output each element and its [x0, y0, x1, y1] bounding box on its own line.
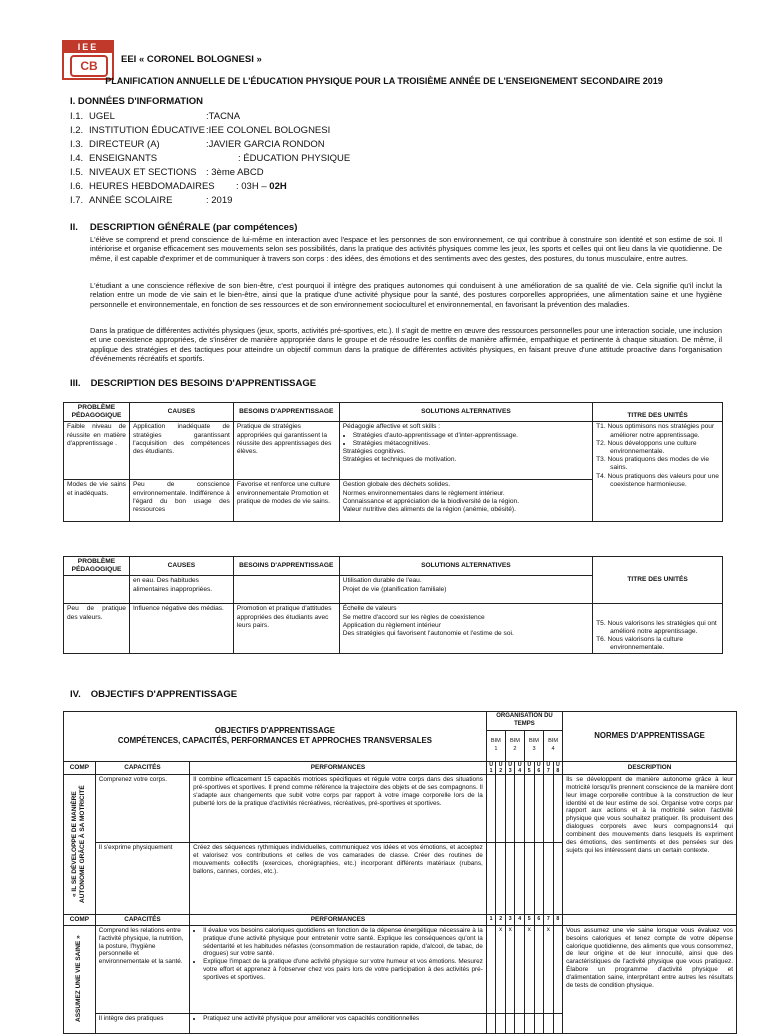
info-label: HEURES HEBDOMADAIRES	[89, 181, 215, 192]
section3-num: III.	[70, 378, 81, 389]
competence-2-cell	[64, 925, 96, 1033]
unit-title: T5. Nous valorisons les stratégies qui ont amélioré notre apprentissage.	[596, 619, 717, 635]
needs-cell: Pratique de stratégies appropriées qui garantissent la réussite des apprentissages des élèves.	[233, 422, 339, 480]
section3-heading	[70, 378, 316, 389]
unit-num: 7	[546, 767, 550, 774]
section4-heading	[70, 689, 237, 700]
unit-num: 2	[496, 914, 506, 925]
needs-header-row	[64, 403, 723, 422]
info-label: UGEL	[89, 111, 115, 122]
unit-cell	[515, 842, 525, 914]
info-num: I.5.	[70, 167, 84, 178]
description-paragraph-2: L'étudiant a une conscience réflexive de son bien-être, c'est pourquoi il intègre des pratiques autonomes qui conduisent à une amélioration de sa qualité de vie. Cela signifie qu'il inclut la relation entre un mode de vie sain et le bien-être, ainsi que la pratique d'une activité physique pour la santé, des postures corporelles appropriées, une alimentation saine et une hygiène personnelle et environnementale, en fonction de ses ressources et de son environnement socioculturel et environnemental, en favorisant la prévention des maladies.	[90, 281, 722, 309]
list-item: • Explique l'impact de la pratique d'une activité physique sur votre humeur et vos émotions. Mesurez votre effort et apprenez à l'observer chez vos pairs lors de votre participation à des activités pré-sportives et sportives.	[203, 958, 483, 982]
info-value: : 03H –	[236, 181, 270, 192]
competence-2-label: ASSUMEZ UNE VIE SAINE »	[75, 935, 83, 1023]
unit-cell	[486, 774, 496, 842]
unit-num: 6	[534, 914, 544, 925]
info-label: ANNÉE SCOLAIRE	[89, 195, 173, 206]
info-value: : ÉDUCATION PHYSIQUE	[238, 153, 351, 164]
document-title: PLANIFICATION ANNUELLE DE L'ÉDUCATION PHYSIQUE POUR LA TROISIÈME ANNÉE DE L'ENSEIGNEMENT SECONDAIRE 2019	[105, 76, 663, 86]
list-item: Utilisation durable de l'eau.	[342, 577, 422, 585]
unit-num: 2	[499, 767, 503, 774]
unit-cell	[553, 1013, 563, 1033]
list-item: Connaissance et appréciation de la biodiversité de la région.	[342, 497, 520, 505]
capacity-cell: Il s'exprime physiquement	[95, 842, 189, 914]
table-row	[64, 774, 737, 842]
unit-num: 3	[505, 914, 515, 925]
unit-title: T6. Nous valorisons la culture environnementale.	[596, 636, 683, 652]
unit-num: 4	[515, 914, 525, 925]
unit-col	[544, 761, 554, 774]
needs-table-1	[63, 402, 723, 522]
comp-header: COMP	[64, 914, 96, 925]
objectives-table	[63, 711, 737, 1034]
unit-col	[524, 761, 534, 774]
col-problem: PROBLÈME PÉDAGOGIQUE	[64, 557, 130, 576]
unit-title: T4. Nous pratiquons des valeurs pour une coexistence harmonieuse.	[596, 472, 719, 488]
competence-1-label: « IL SE DÉVELOPPE DE MANIÈRE AUTONOME GRÂCE À SA MOTRICITÉ	[71, 785, 87, 904]
unit-col	[534, 761, 544, 774]
unit-mark	[486, 925, 496, 1013]
info-label: ENSEIGNANTS	[89, 153, 158, 164]
perf-header: PERFORMANCES	[190, 761, 487, 774]
info-value: :JAVIER GARCIA RONDON	[206, 139, 325, 150]
info-label: INSTITUTION ÉDUCATIVE	[89, 125, 205, 136]
problem-cell	[64, 576, 130, 604]
list-item: Application du règlement intérieur	[342, 621, 441, 629]
solutions-cell	[339, 604, 592, 654]
needs-header-row	[64, 557, 723, 576]
perf-header: PERFORMANCES	[190, 914, 487, 925]
section2-num: II.	[70, 222, 78, 233]
unit-col	[553, 761, 563, 774]
unit-letter: U	[546, 761, 551, 768]
col-units: TITRE DES UNITÉS	[593, 557, 723, 604]
unit-cell	[496, 842, 506, 914]
needs-cell	[233, 576, 339, 604]
unit-cell	[486, 1013, 496, 1033]
solutions-cell	[339, 480, 592, 522]
solutions-intro: Pédagogie affective et soft skills :	[342, 423, 441, 431]
unit-cell	[524, 1013, 534, 1033]
info-label: NIVEAUX ET SECTIONS	[89, 167, 197, 178]
causes-cell: Peu de conscience environnementale. Indifférence à l'égard du bon usage des ressources	[129, 480, 233, 522]
unit-letter: U	[555, 761, 560, 768]
objectives-subtitle: COMPÉTENCES, CAPACITÉS, PERFORMANCES ET APPROCHES TRANSVERSALES	[117, 736, 432, 746]
unit-cell	[553, 774, 563, 842]
unit-col	[496, 761, 506, 774]
unit-cell	[505, 1013, 515, 1033]
unit-letter: U	[489, 761, 493, 768]
section3-title: DESCRIPTION DES BESOINS D'APPRENTISSAGE	[90, 378, 317, 389]
info-num: I.4.	[70, 153, 84, 164]
unit-mark	[553, 925, 563, 1013]
unit-cell	[524, 774, 534, 842]
unit-letter: U	[517, 761, 522, 768]
logo-top-text: IEE	[64, 42, 112, 53]
unit-num: 7	[544, 914, 554, 925]
col-causes: CAUSES	[129, 557, 233, 576]
objectives-title: OBJECTIFS D'APPRENTISSAGE	[214, 726, 335, 736]
info-value: : 2019	[206, 195, 233, 206]
col-needs: BESOINS D'APPRENTISSAGE	[233, 403, 339, 422]
list-item: Se mettre d'accord sur les règles de coexistence	[342, 613, 485, 621]
col-needs: BESOINS D'APPRENTISSAGE	[233, 557, 339, 576]
list-item: Stratégies et techniques de motivation.	[342, 456, 457, 464]
objectives-title-cell	[64, 712, 487, 762]
unit-letter: U	[508, 761, 513, 768]
performance-cell	[190, 925, 487, 1013]
unit-cell	[505, 842, 515, 914]
info-value: :TACNA	[206, 111, 241, 122]
unit-col	[505, 761, 515, 774]
info-value: :IEE COLONEL BOLOGNESI	[206, 125, 331, 136]
unit-num: 3	[508, 767, 512, 774]
list-item: • Pratiquez une activité physique pour améliorer vos capacités conditionnelles	[203, 1015, 483, 1023]
list-item: • Stratégies d'auto-apprentissage et d'inter-apprentissage.	[353, 432, 589, 440]
performance-bullets	[193, 927, 483, 982]
unit-title: T3. Nous pratiquons des modes de vie sains.	[596, 456, 710, 472]
unit-cell	[486, 842, 496, 914]
info-num: I.2.	[70, 125, 84, 136]
unit-num: 5	[527, 767, 531, 774]
list-item: Des stratégies qui favorisent l'autonomie et l'estime de soi.	[342, 630, 514, 638]
unit-mark: x	[505, 925, 515, 1013]
units-cell	[593, 422, 723, 522]
info-num: I.6.	[70, 181, 84, 192]
unit-cell	[524, 842, 534, 914]
col-causes: CAUSES	[129, 403, 233, 422]
needs-cell: Promotion et pratique d'attitudes appropriées des étudiants avec leurs pairs.	[233, 604, 339, 654]
info-label: DIRECTEUR (A)	[89, 139, 160, 150]
list-item: Gestion globale des déchets solides.	[342, 481, 451, 489]
unit-mark: x	[524, 925, 534, 1013]
competence-1-cell	[64, 774, 96, 914]
unit-letter: U	[498, 761, 503, 768]
desc-header	[563, 914, 737, 925]
cap-header: CAPACITÉS	[95, 914, 189, 925]
list-item: Projet de vie (planification familiale)	[342, 585, 447, 593]
table-row	[64, 925, 737, 1013]
col-units: TITRE DES UNITÉS	[593, 403, 723, 422]
units-cell	[593, 604, 723, 654]
table-row	[64, 422, 723, 480]
org-time-header: ORGANISATION DU TEMPS	[486, 712, 562, 731]
objectives-header-row	[64, 712, 737, 731]
unit-mark	[534, 925, 544, 1013]
norms-header: NORMES D'APPRENTISSAGE	[563, 712, 737, 762]
unit-col	[486, 761, 496, 774]
needs-table-2	[63, 556, 723, 654]
col-solutions: SOLUTIONS ALTERNATIVES	[339, 403, 592, 422]
bim-4: BIM 4	[544, 730, 563, 761]
cap-header: CAPACITÉS	[95, 761, 189, 774]
description-paragraph-3: Dans la pratique de différentes activités physiques (jeux, sports, activités pré-sportives, etc.). Il s'agit de mettre en œuvre des ressources personnelles pour une interaction sociale, une inclusion et une coexistence appropriées, de s'insérer de manière appropriée dans le groupe et de résoudre les conflits de manière affirmée, empathique et pertinente à chaque situation. De même, il applique des stratégies et des tactiques pour atteindre un objectif commun dans la pratique de différentes activités physiques, en faisant preuve d'une attitude proactive dans l'organisation d'événements récréatifs et sportifs.	[90, 326, 722, 363]
table-row	[64, 604, 723, 654]
unit-cell	[515, 1013, 525, 1033]
causes-cell: Influence négative des médias.	[129, 604, 233, 654]
unit-num: 8	[553, 914, 563, 925]
bim-3: BIM 3	[524, 730, 543, 761]
bim-1: BIM 1	[486, 730, 505, 761]
capacity-cell: Comprenez votre corps.	[95, 774, 189, 842]
unit-cell	[553, 842, 563, 914]
subheader-row	[64, 914, 737, 925]
list-item: • Stratégies métacognitives.	[353, 440, 589, 448]
unit-mark: x	[496, 925, 506, 1013]
unit-num: 6	[537, 767, 541, 774]
unit-cell	[544, 774, 554, 842]
comp-header: COMP	[64, 761, 96, 774]
col-solutions: SOLUTIONS ALTERNATIVES	[339, 557, 592, 576]
unit-cell	[496, 1013, 506, 1033]
needs-cell: Favorise et renforce une culture environnementale Promotion et pratique de modes de vie sains.	[233, 480, 339, 522]
info-num: I.1.	[70, 111, 84, 122]
unit-num: 1	[489, 767, 493, 774]
performance-cell: Il combine efficacement 15 capacités motrices spécifiques et régule votre corps dans des situations pré-sportives et sportives. Il prend comme référence la trajectoire des objets et de ses compagnons. Il s'adapte aux changements que subit votre corps par rapport à votre image corporelle lors de la puberté lors de la pratique d'activités récréatives, récréatives, pré-sportives et sportives.	[190, 774, 487, 842]
col-problem: PROBLÈME PÉDAGOGIQUE	[64, 403, 130, 422]
desc-header: DESCRIPTION	[563, 761, 737, 774]
description-cell: Ils se développent de manière autonome grâce à leur motricité lorsqu'ils prennent conscience de la manière dont leur image corporelle contribue à la construction de leur identité et de leur estime de soi. Organise votre corps par rapport aux actions et à la motricité selon l'activité physique que vous souhaitez pratiquer. Ils produisent des dialogues corporels avec leurs compagnons14 qui combinent des mouvements dans lesquels ils expriment des émotions, des sentiments et des pensées sur des sujets qui les intéressent dans un certain contexte.	[563, 774, 737, 914]
school-logo	[62, 40, 114, 80]
unit-num: 5	[524, 914, 534, 925]
unit-cell	[496, 774, 506, 842]
logo-mid-text: CB	[70, 55, 108, 77]
solutions-cell	[339, 422, 592, 480]
bim-2: BIM 2	[505, 730, 524, 761]
school-name: EEI « CORONEL BOLOGNESI »	[121, 54, 262, 65]
causes-cell: en eau. Des habitudes alimentaires inappropriées.	[129, 576, 233, 604]
unit-cell	[534, 774, 544, 842]
section4-title: OBJECTIFS D'APPRENTISSAGE	[90, 689, 238, 700]
unit-title: T1. Nous optimisons nos stratégies pour améliorer notre apprentissage.	[596, 423, 715, 439]
list-item: Normes environnementales dans le règlement intérieur.	[342, 489, 505, 497]
description-paragraph-1: L'élève se comprend et prend conscience de lui-même en interaction avec l'espace et les personnes de son environnement, ce qui contribue à construire son identité et son estime de soi. Il intériorise et organise efficacement ses mouvements selon ses possibilités, dans la pratique des activités physiques comme les jeux, les sports et celles qui ont lieu dans la vie quotidienne. De même, il est capable d'exprimer et de communiquer à travers son corps : des idées, des émotions et des sentiments avec des gestes, des postures, du tonus musculaire, entre autres.	[90, 235, 722, 263]
unit-num: 1	[486, 914, 496, 925]
performance-cell	[190, 1013, 487, 1033]
unit-cell	[534, 1013, 544, 1033]
unit-cell	[544, 1013, 554, 1033]
info-value-bold: 02H	[269, 181, 287, 192]
section2-heading	[70, 222, 297, 233]
unit-cell	[505, 774, 515, 842]
problem-cell: Modes de vie sains et inadéquats.	[64, 480, 130, 522]
section1-heading: I. DONNÉES D'INFORMATION	[70, 96, 203, 107]
info-num: I.7.	[70, 195, 84, 206]
capacity-cell: Comprend les relations entre l'activité physique, la nutrition, la posture, l'hygiène personnelle et environnementale et la santé.	[95, 925, 189, 1013]
unit-cell	[544, 842, 554, 914]
capacity-cell: Il intègre des pratiques	[95, 1013, 189, 1033]
unit-cell	[534, 842, 544, 914]
performance-bullets	[193, 1015, 483, 1023]
subheader-row	[64, 761, 737, 774]
unit-title: T2. Nous développons une culture environnementale.	[596, 439, 697, 456]
unit-letter: U	[527, 761, 532, 768]
unit-col	[515, 761, 525, 774]
list-item: Stratégies cognitives.	[342, 448, 406, 456]
solutions-cell	[339, 576, 592, 604]
unit-letter: U	[536, 761, 541, 768]
section4-num: IV.	[70, 689, 81, 700]
list-item: • Il évalue vos besoins caloriques quotidiens en fonction de la dépense énergétique nécessaire à la pratique d'une activité physique pour entretenir votre santé. Explique les conséquences qu'ont la sédentarité et les habitudes néfastes (consommation de restauration rapide, d'alcool, de tabac, de drogues) sur votre santé.	[203, 927, 483, 959]
problem-cell: Peu de pratique des valeurs.	[64, 604, 130, 654]
unit-num: 8	[556, 767, 560, 774]
list-item: Échelle de valeurs	[342, 605, 397, 613]
info-num: I.3.	[70, 139, 84, 150]
description-cell: Vous assumez une vie saine lorsque vous évaluez vos besoins caloriques et tenez compte de votre dépense calorique quotidienne, des aliments que vous consommez, de leur origine et de leur innocuité, ainsi que des caractéristiques de l'activité physique que vous pratiquez. Élabore un programme d'activité physique et d'alimentation saine, interprétant entre autres les résultats de tests de condition physique.	[563, 925, 737, 1033]
causes-cell: Application inadéquate de stratégies garantissant l'acquisition des compétences des étudiants.	[129, 422, 233, 480]
section2-title: DESCRIPTION GÉNÉRALE (par compétences)	[89, 222, 298, 233]
unit-cell	[515, 774, 525, 842]
unit-num: 4	[518, 767, 522, 774]
solutions-bullets	[343, 432, 589, 448]
performance-cell: Créez des séquences rythmiques individuelles, communiquez vos idées et vos émotions, et acceptez et valorisez vos contributions et celles de vos camarades de classe. Créer des routines de mouvements collectifs (exercices, chorégraphies, etc.) incorporant différents matériaux (rubans, ballons, cannes, cordes, etc.).	[190, 842, 487, 914]
info-value: : 3ème ABCD	[206, 167, 264, 178]
unit-mark	[515, 925, 525, 1013]
list-item: Valeur nutritive des aliments de la région (anémie, obésité).	[342, 506, 516, 514]
problem-cell: Faible niveau de réussite en matière d'apprentissage .	[64, 422, 130, 480]
unit-mark: x	[544, 925, 554, 1013]
